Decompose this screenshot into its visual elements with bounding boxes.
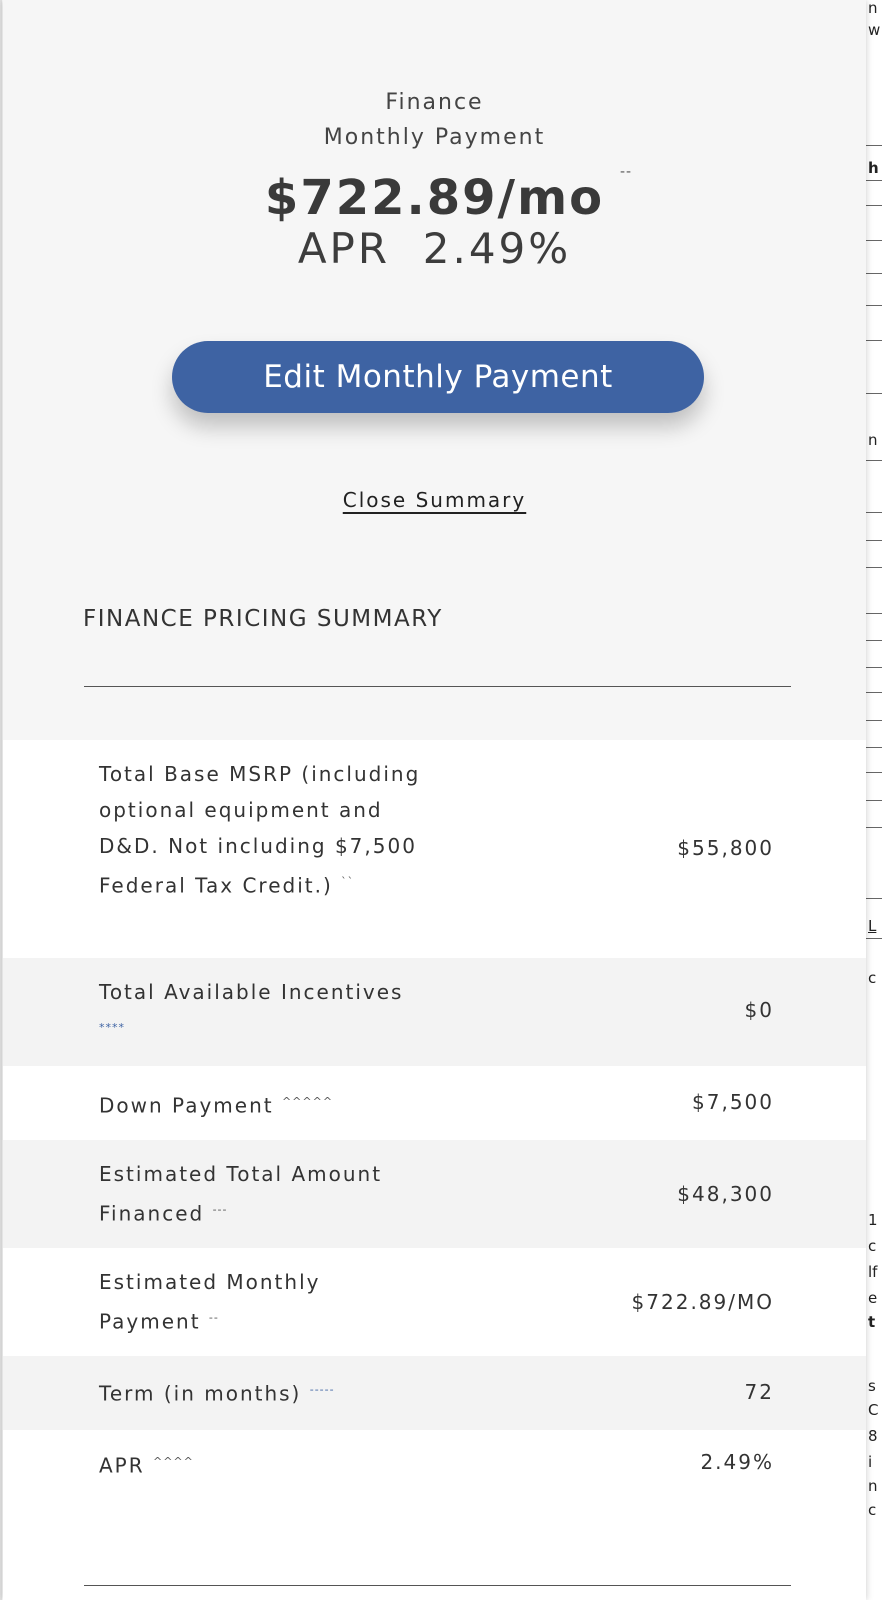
bg-rule — [866, 720, 882, 721]
row-label — [99, 1264, 429, 1340]
bg-text-fragment: h — [868, 159, 879, 177]
row-label — [99, 974, 429, 1050]
bg-rule — [866, 273, 882, 274]
row-label — [99, 1372, 429, 1412]
bg-rule — [866, 692, 882, 693]
row-label — [99, 756, 429, 904]
bg-rule — [866, 340, 882, 341]
bg-rule — [866, 772, 882, 773]
bg-rule — [866, 938, 882, 939]
bg-rule — [866, 393, 882, 394]
row-label-text: Total Base MSRP (including optional equipment and D&D. Not including $7,500 Federal Tax Credit.) — [99, 762, 421, 898]
row-label — [99, 1444, 429, 1484]
row-value: $55,800 — [677, 836, 774, 860]
bg-rule — [866, 800, 882, 801]
bg-text-fragment: i — [868, 1453, 873, 1471]
bg-rule — [866, 827, 882, 828]
bg-rule — [866, 180, 882, 181]
bg-rule — [866, 460, 882, 461]
left-edge-border — [0, 0, 2, 1600]
apr-display: APR 2.49% — [297, 224, 572, 273]
background-page-strip — [866, 0, 882, 1600]
row-label-text: Estimated Total Amount Financed — [99, 1162, 383, 1226]
row-label — [99, 1156, 429, 1232]
bg-rule — [866, 240, 882, 241]
bg-rule — [866, 613, 882, 614]
bg-text-fragment: e — [868, 1289, 878, 1307]
bg-rule — [866, 667, 882, 668]
summary-row-amount-financed — [3, 1140, 866, 1248]
bg-text-fragment: c — [868, 1501, 877, 1519]
footnote-mark[interactable]: ^^^^ — [153, 1455, 194, 1468]
footnote-mark[interactable]: **** — [99, 1021, 125, 1034]
bg-text-fragment: L — [868, 917, 877, 935]
bg-text-fragment: lf — [868, 1263, 878, 1281]
row-value: $722.89/MO — [631, 1290, 774, 1314]
payment-amount-wrap — [3, 164, 866, 226]
monthly-payment-amount — [264, 164, 633, 226]
row-value: $48,300 — [677, 1182, 774, 1206]
bg-text-fragment: 8 — [868, 1427, 878, 1445]
bg-text-fragment: c — [868, 969, 877, 987]
row-value: $7,500 — [692, 1090, 774, 1114]
footnote-mark[interactable]: ^^^^^ — [281, 1095, 334, 1108]
row-label — [99, 1084, 429, 1124]
bg-text-fragment: n — [868, 0, 878, 17]
summary-row-base-msrp — [3, 740, 866, 958]
summary-divider-top — [84, 686, 791, 687]
row-value: 72 — [744, 1380, 774, 1404]
bg-rule — [866, 305, 882, 306]
close-summary-link[interactable]: Close Summary — [342, 488, 527, 512]
row-label-text: Total Available Incentives — [99, 980, 404, 1004]
footnote-mark[interactable]: --- — [212, 1203, 228, 1216]
footnote-mark[interactable]: ----- — [309, 1383, 335, 1396]
finance-heading: Finance — [385, 90, 484, 115]
bg-text-fragment: C — [868, 1401, 879, 1419]
bg-text-fragment: n — [868, 1477, 878, 1495]
bg-rule — [866, 540, 882, 541]
bg-rule — [866, 145, 882, 146]
row-label-text: Down Payment — [99, 1093, 274, 1118]
summary-row-incentives — [3, 958, 866, 1066]
bg-text-fragment: w — [868, 21, 881, 39]
row-value: $0 — [744, 998, 774, 1022]
row-value: 2.49% — [700, 1450, 774, 1474]
bg-rule — [866, 640, 882, 641]
edit-monthly-payment-button[interactable]: Edit Monthly Payment — [172, 341, 704, 413]
bg-rule — [866, 205, 882, 206]
monthly-payment-heading: Monthly Payment — [323, 125, 546, 150]
monthly-payment-value: $722.89/mo — [264, 170, 605, 226]
bg-text-fragment: 1 — [868, 1211, 878, 1229]
bg-rule — [866, 512, 882, 513]
bg-rule — [866, 567, 882, 568]
bg-rule — [866, 898, 882, 899]
payment-footnote-mark[interactable]: -- — [619, 164, 633, 180]
bg-text-fragment: n — [868, 431, 878, 449]
footnote-mark[interactable]: -- — [208, 1311, 219, 1324]
footnote-mark[interactable]: `` — [341, 875, 355, 888]
summary-row-term — [3, 1356, 866, 1430]
row-label-text: Estimated Monthly Payment — [99, 1270, 321, 1334]
summary-row-apr — [3, 1430, 866, 1560]
finance-summary-panel — [3, 0, 866, 1600]
row-label-text: Term (in months) — [99, 1381, 302, 1406]
bg-text-fragment: t — [868, 1313, 876, 1331]
summary-row-monthly-payment — [3, 1248, 866, 1356]
row-label-text: APR — [99, 1453, 145, 1478]
bg-text-fragment: c — [868, 1237, 877, 1255]
finance-pricing-summary-title: FINANCE PRICING SUMMARY — [83, 606, 443, 632]
bg-text-fragment: s — [868, 1377, 876, 1395]
summary-divider-bottom — [84, 1585, 791, 1586]
bg-rule — [866, 747, 882, 748]
summary-row-down-payment — [3, 1066, 866, 1140]
